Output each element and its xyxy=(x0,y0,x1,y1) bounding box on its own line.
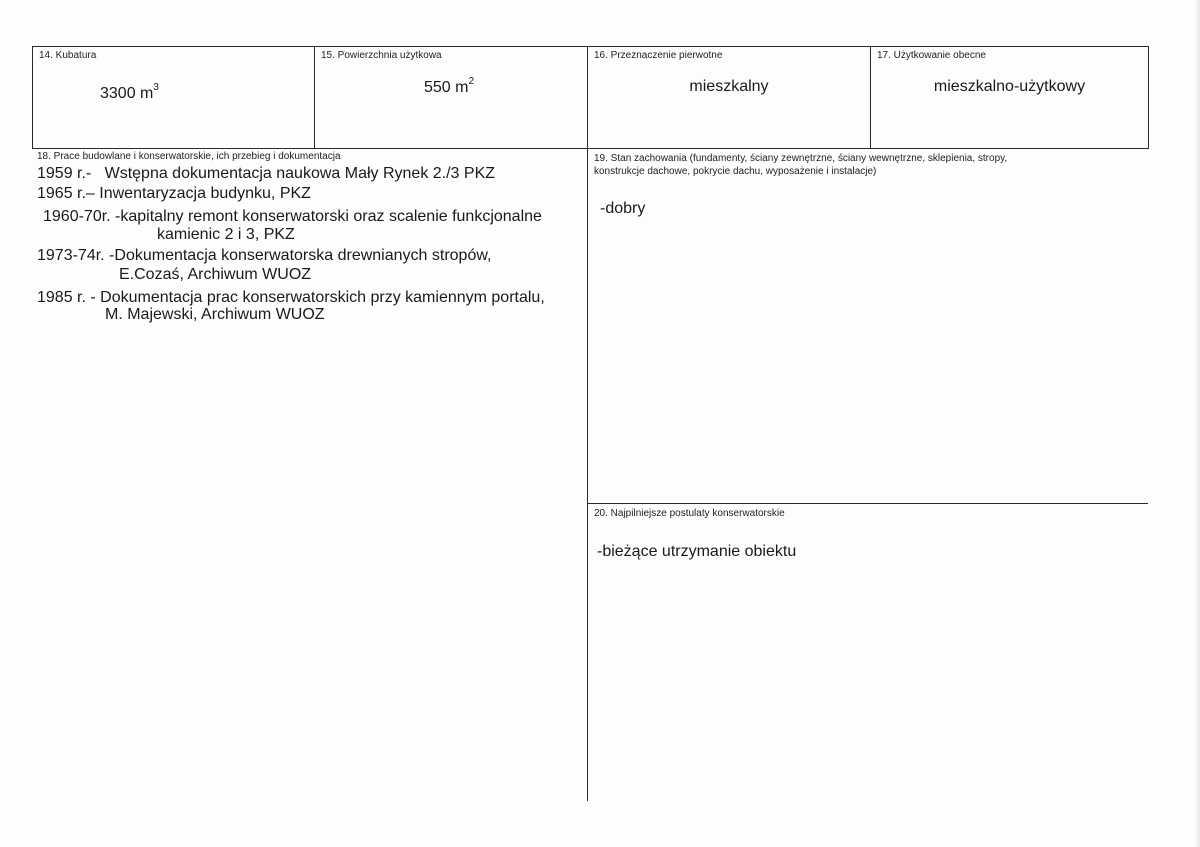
work-entry-1959: 1959 r.- Wstępna dokumentacja naukowa Mały Rynek 2./3 PKZ xyxy=(37,165,496,182)
work-entry-1973-74: 1973-74r. -Dokumentacja konserwatorska drewnianych stropów, xyxy=(37,247,492,264)
field-19-label-line2: konstrukcje dachowe, pokrycie dachu, wyposażenie i instalacje) xyxy=(594,166,877,177)
field-15-value xyxy=(424,75,475,97)
work-entry-1985: 1985 r. - Dokumentacja prac konserwatorskich przy kamiennym portalu, xyxy=(37,289,545,306)
field-19-label-line1: 19. Stan zachowania (fundamenty, ściany zewnętrzne, ściany wewnętrzne, sklepienia, stropy, xyxy=(594,153,1008,164)
field-14-exponent: 3 xyxy=(153,81,159,93)
field-19-value: -dobry xyxy=(600,200,646,217)
field-18-label: 18. Prace budowlane i konserwatorskie, ich przebieg i dokumentacja xyxy=(37,151,341,162)
field-15-value-text: 550 m xyxy=(424,79,469,96)
main-column-divider xyxy=(587,46,588,801)
field-15-exponent: 2 xyxy=(468,75,475,87)
work-entry-1973-74-cont: E.Cozaś, Archiwum WUOZ xyxy=(119,266,312,283)
left-border-top xyxy=(32,46,33,149)
field-16-value: mieszkalny xyxy=(689,78,769,95)
divider-14-15 xyxy=(314,46,315,149)
work-entry-1960-70: 1960-70r. -kapitalny remont konserwatorski oraz scalenie funkcjonalne xyxy=(43,208,542,225)
work-entry-1985-cont: M. Majewski, Archiwum WUOZ xyxy=(105,306,325,323)
f19-f20-divider xyxy=(587,503,1148,504)
field-14-value xyxy=(100,81,159,103)
field-20-label: 20. Najpilniejsze postulaty konserwatorskie xyxy=(594,508,785,519)
field-20-value: -bieżące utrzymanie obiektu xyxy=(597,543,797,560)
field-14-value-text: 3300 m xyxy=(100,85,154,102)
field-14-label: 14. Kubatura xyxy=(39,50,97,61)
field-16-label: 16. Przeznaczenie pierwotne xyxy=(594,50,723,61)
work-entry-1960-70-cont: kamienic 2 i 3, PKZ xyxy=(157,226,295,243)
top-border xyxy=(32,46,1148,47)
right-border-top xyxy=(1148,46,1149,149)
work-entry-1965: 1965 r.– Inwentaryzacja budynku, PKZ xyxy=(37,185,311,202)
field-17-value: mieszkalno-użytkowy xyxy=(933,78,1086,95)
field-15-label: 15. Powierzchnia użytkowa xyxy=(321,50,442,61)
scan-edge-shadow xyxy=(1194,0,1200,847)
field-17-label: 17. Użytkowanie obecne xyxy=(877,50,986,61)
row-divider xyxy=(32,148,1148,149)
divider-16-17 xyxy=(870,46,871,149)
